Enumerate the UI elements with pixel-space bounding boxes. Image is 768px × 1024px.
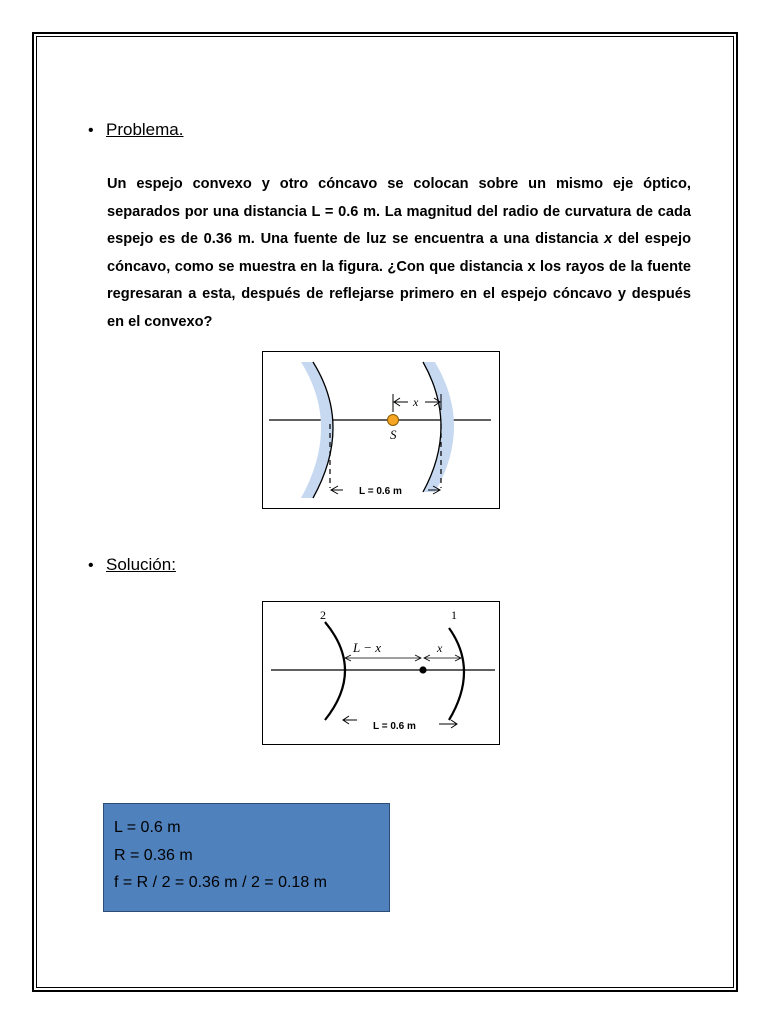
problem-line-3-end: del espejo (612, 231, 691, 248)
solution-heading: Solución: (106, 555, 176, 574)
given-length: L = 0.6 m (114, 819, 181, 836)
given-radius: R = 0.36 m (114, 846, 193, 864)
bullet-icon: • (88, 122, 94, 139)
concave-mirror-fill (423, 362, 454, 492)
mirror-1-label: 1 (451, 608, 457, 622)
given-focal-length: f = R / 2 = 0.36 m / 2 = 0.18 m (114, 874, 327, 891)
bullet-icon: • (88, 557, 94, 574)
problem-line-1: Un espejo convexo y otro cóncavo se colocan sobre un mismo eje óptico, (107, 176, 691, 192)
convex-mirror-fill (301, 362, 333, 498)
given-values-box (103, 803, 390, 912)
l-label: L = 0.6 m (373, 721, 416, 732)
solution-heading-line (88, 555, 176, 575)
problem-line-5: regresaran a esta, después de reflejarse primero en el espejo cóncavo y después (107, 286, 691, 303)
figure-solution-svg (263, 602, 499, 744)
figure-problem (262, 351, 500, 509)
light-source-icon (388, 415, 399, 426)
source-point (419, 666, 426, 673)
problem-line-3-var: x (604, 231, 613, 248)
lx-label: L − x (353, 640, 382, 655)
problem-heading: Problema. (106, 120, 184, 139)
problem-line-4: cóncavo, como se muestra en la figura. ¿Con que distancia x los rayos de la fuente (107, 258, 691, 275)
l-label: L = 0.6 m (359, 486, 402, 497)
mirror-2 (325, 622, 345, 720)
mirror-2-label: 2 (320, 608, 326, 622)
problem-line-6: en el convexo? (107, 313, 213, 330)
source-label: S (390, 427, 397, 442)
x-label: x (413, 395, 419, 409)
problem-line-2: separados por una distancia L = 0.6 m. La magnitud del radio de curvatura de cada (107, 203, 691, 220)
problem-line-3: espejo es de 0.36 m. Una fuente de luz se encuentra a una distancia (107, 231, 605, 248)
x-label: x (437, 641, 443, 655)
problem-text (107, 171, 691, 337)
mirror-1 (449, 628, 464, 720)
figure-solution (262, 601, 500, 745)
figure-problem-svg (263, 352, 499, 508)
problem-heading-line (88, 120, 183, 140)
